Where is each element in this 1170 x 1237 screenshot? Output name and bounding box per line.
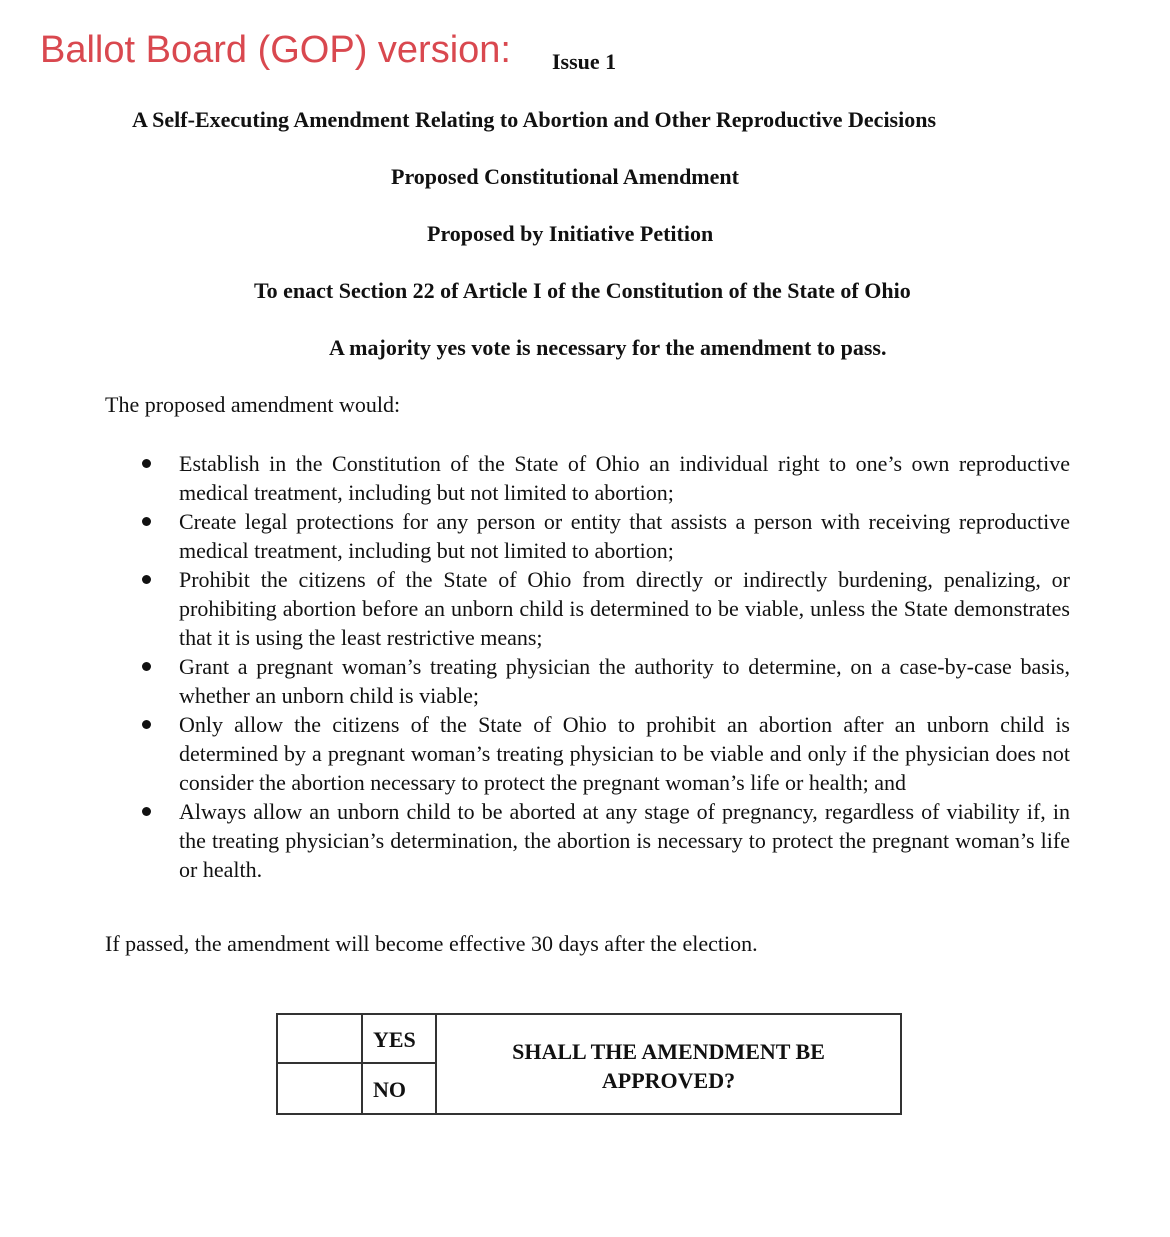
- initiative-petition-heading: Proposed by Initiative Petition: [427, 221, 714, 246]
- ballot-divider: [361, 1015, 363, 1113]
- majority-vote-heading: A majority yes vote is necessary for the amendment to pass.: [329, 335, 887, 360]
- ballot-question-line: APPROVED?: [601, 1068, 736, 1093]
- ballot-box: [276, 1013, 902, 1115]
- proposed-constitutional-heading: Proposed Constitutional Amendment: [391, 164, 739, 189]
- list-item-text: Grant a pregnant woman’s treating physician the authority to determine, on a case-by-case basis, whether an unborn child is viable;: [179, 654, 1070, 708]
- bullet-icon: [142, 720, 151, 729]
- effective-date-text: If passed, the amendment will become effective 30 days after the election.: [105, 931, 758, 956]
- list-item: [0, 710, 1070, 797]
- list-item-text: Always allow an unborn child to be aborted at any stage of pregnancy, regardless of viability if, in the treating physician’s determination, the abortion is necessary to protect the pregnant woman’s life or health.: [179, 799, 1070, 882]
- list-item: [0, 449, 1070, 507]
- list-item-text: Establish in the Constitution of the State of Ohio an individual right to one’s own reproductive medical treatment, including but not limited to abortion;: [179, 451, 1070, 505]
- ballot-question-line: SHALL THE AMENDMENT BE: [512, 1039, 825, 1064]
- no-label: NO: [373, 1077, 406, 1102]
- list-item: [0, 507, 1070, 565]
- amendment-title: A Self-Executing Amendment Relating to Abortion and Other Reproductive Decisions: [132, 107, 937, 132]
- bullet-icon: [142, 662, 151, 671]
- yes-checkbox[interactable]: [278, 1015, 361, 1062]
- bullet-icon: [142, 807, 151, 816]
- enact-section-heading: To enact Section 22 of Article I of the Constitution of the State of Ohio: [254, 278, 911, 303]
- annotation-label: Ballot Board (GOP) version:: [40, 29, 511, 71]
- list-item: [0, 652, 1070, 710]
- ballot-question: [437, 1037, 900, 1095]
- list-item: [0, 565, 1070, 652]
- intro-text: The proposed amendment would:: [105, 392, 401, 417]
- issue-title: Issue 1: [552, 49, 617, 74]
- bullet-icon: [142, 575, 151, 584]
- list-item: [0, 797, 1070, 884]
- bullet-icon: [142, 459, 151, 468]
- list-item-text: Only allow the citizens of the State of Ohio to prohibit an abortion after an unborn child is determined by a pregnant woman’s treating physician to be viable and only if the physician does not consider the abortion necessary to protect the pregnant woman’s life or health; and: [179, 712, 1070, 795]
- list-item-text: Create legal protections for any person or entity that assists a person with receiving reproductive medical treatment, including but not limited to abortion;: [179, 509, 1070, 563]
- yes-label: YES: [373, 1027, 416, 1052]
- bullet-icon: [142, 517, 151, 526]
- list-item-text: Prohibit the citizens of the State of Ohio from directly or indirectly burdening, penalizing, or prohibiting abortion before an unborn child is determined to be viable, unless the State demonstrates that it is using the least restrictive means;: [179, 567, 1070, 650]
- amendment-provisions-list: [0, 449, 1170, 884]
- no-checkbox[interactable]: [278, 1064, 361, 1113]
